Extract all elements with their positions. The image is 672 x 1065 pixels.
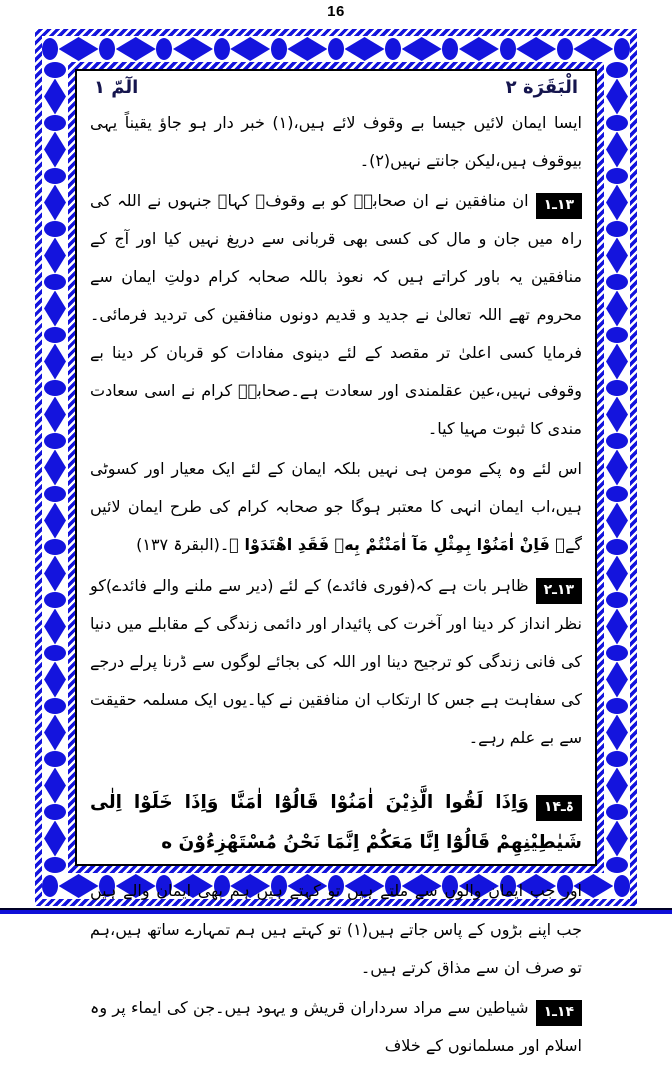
ornament-circle [606,274,628,290]
ornament-circle [606,698,628,714]
ornament-circle [99,38,115,60]
ornament-circle [44,857,66,873]
ornament-circle [271,38,287,60]
ornament-diamond [44,503,66,539]
running-header [90,73,582,104]
ornament-circle [214,38,230,60]
ornament-circle [385,38,401,60]
ornament-diamond [606,79,628,115]
juz-name-label: الٓمّ ۱ [94,77,139,98]
ornament-circle [606,115,628,131]
text-segment-urdu: ایسا ایمان لائیں جیسا بے وقوف لائے ہیں،(۱) خبر دار ہو جاؤ یقیناً یہی بیوقوف ہیں،لیکن جانتے نہیں(۲)۔ [90,112,583,170]
ornament-diamond [573,37,613,61]
ornament-circle [606,168,628,184]
ornament-band [42,36,630,1055]
ornament-circle [606,486,628,502]
ornament-circle [44,804,66,820]
ornament-diamond [606,662,628,698]
ornament-diamond [287,37,327,61]
ornament-circle [44,592,66,608]
ornament-diamond [606,503,628,539]
ornament-circle [614,38,630,60]
paragraph-translation-verse-14 [90,872,582,986]
ornament-diamond [44,79,66,115]
ornament-circle [606,62,628,78]
ornament-diamond [44,397,66,433]
ornament-row-top [42,36,630,62]
ornament-diamond [44,450,66,486]
paragraph-commentary-13-1 [90,182,582,449]
text-segment-urdu: شیاطین سے مراد سرداران قریش و یہود ہیں۔جن کی ایماء پر وہ اسلام اور مسلمانوں کے خلاف [90,997,582,1055]
text-content-area [75,69,597,1055]
ornament-diamond [230,37,270,61]
ornament-circle [42,38,58,60]
ornament-circle [156,38,172,60]
ornament-column-left [42,62,68,873]
paragraph-commentary-standard [90,450,582,564]
paragraph-translation-continued [90,104,582,180]
ornament-diamond [606,609,628,645]
ornament-circle [328,38,344,60]
ornament-diamond [516,37,556,61]
ornament-diamond [44,821,66,857]
ornament-circle [44,645,66,661]
ornament-diamond [44,662,66,698]
bottom-edge-bar [0,908,672,914]
ornament-diamond [44,238,66,274]
ornament-circle [614,875,630,897]
text-segment-urdu: اس لئے وہ پکے مومن ہی نہیں بلکہ ایمان کے لئے ایک معیار اور کسوٹی ہیں،اب ایمان انہی کا معتبر ہوگا جو صحابہ کرام کی طرح ایمان لائیں گے [90,459,583,555]
ornament-circle [44,698,66,714]
ornament-diamond [44,132,66,168]
ornament-circle [557,38,573,60]
ornament-circle [606,380,628,396]
verse-ref-badge: ۱۳ـ۱ [536,193,582,220]
ornament-circle [606,433,628,449]
ornament-diamond [402,37,442,61]
ornament-diamond [44,291,66,327]
ornament-diamond [606,821,628,857]
ornament-diamond [606,344,628,380]
ornament-diamond [59,37,99,61]
ornament-circle [44,221,66,237]
ornament-circle [44,115,66,131]
ornament-circle [606,539,628,555]
text-segment-urdu: ظاہر بات ہے کہ(فوری فائدے) کے لئے (دیر سے ملنے والے فائدے)کو نظر انداز کر دینا اور آخرت کی پائیدار اور دائمی زندگی کے مقابلے میں دنیا کی فانی زندگی کو ترجیح دینا اور اللہ کی بجائے لوگوں سے ڈرنا پرلے درجے کی سفاہت ہے جس کا ارتکاب ان منافقین نے کیا۔یوں ایک مسلمہ حقیقت سے بے علم رہے۔ [90,575,582,747]
ornament-diamond [44,185,66,221]
ornament-circle [44,62,66,78]
page-frame [35,29,637,1055]
surah-name-label: الْبَقَرَة ۲ [505,77,578,98]
page-number: 16 [327,3,345,20]
ornament-circle [606,592,628,608]
ornament-diamond [116,37,156,61]
ornament-diamond [606,715,628,751]
text-segment-urdu: ان منافقین نے ان صحابہؓ کو بے وقوفؔ کہاؔ جنہوں نے اللہ کی راہ میں جان و مال کی کسی بھی قربانی سے دریغ نہیں کیا اور آج کے منافقین یہ باور کراتے ہیں کہ نعوذ باللہ صحابہ کرام دولتِ ایمان سے محروم تھے اللہ تعالیٰ نے جدید و قدیم دونوں منافقین کی تردید فرمائی۔ فرمایا کسی اعلیٰ تر مقصد کے لئے دینوی مفادات کو قربان کر دینا بے وقوفی نہیں،عین عقلمندی اور سعادت ہے۔صحابہؓ کرام نے اسی سعادت مندی کا ثبوت مہیا کیا۔ [90,190,582,439]
ornament-circle [44,380,66,396]
verse-ref-badge: ۃـ۱۴ [536,795,582,822]
paragraph-quran-verse-14 [90,783,582,863]
ornament-diamond [606,768,628,804]
paragraph-commentary-13-2 [90,567,582,757]
ornament-diamond [44,715,66,751]
text-segment-arabic: ﴿ فَاِنْ اٰمَنُوْا بِمِثْلِ مَآ اٰمَنْتُمْ بِهٖ فَقَدِ اهْتَدَوْا ﴾ [229,535,565,555]
paragraph-commentary-14-1 [90,989,582,1065]
ornament-circle [44,168,66,184]
ornament-circle [44,274,66,290]
ornament-diamond [44,344,66,380]
verse-ref-badge: ۱۴ـ۱ [536,1000,582,1027]
ornament-circle [500,38,516,60]
text-segment-urdu: اور جب ایمان والوں سے ملتے ہیں تو کہتے ہیں ہم بھی ایمان والے ہیں جب اپنے بڑوں کے پاس جاتے ہیں(۱) تو کہتے ہیں ہم تمہارے ساتھ ہیں،ہم تو صرف ان سے مذاق کرتے ہیں۔ [90,881,583,977]
ornament-diamond [459,37,499,61]
ornament-circle [442,38,458,60]
ornament-circle [606,221,628,237]
ornament-diamond [606,291,628,327]
ornament-column-right [604,62,630,873]
ornament-diamond [606,132,628,168]
ornament-circle [42,875,58,897]
text-segment-urdu: ۔(البقرۃ ۱۳۷) [136,535,230,555]
ornament-circle [44,539,66,555]
ornament-circle [606,857,628,873]
ornament-diamond [173,37,213,61]
inner-frame [68,62,604,1055]
ornament-circle [606,645,628,661]
ornament-diamond [606,238,628,274]
ornament-circle [44,327,66,343]
ornament-circle [606,327,628,343]
ornament-diamond [606,450,628,486]
text-body [90,104,582,1065]
ornament-circle [606,751,628,767]
ornament-circle [44,433,66,449]
ornament-diamond [44,609,66,645]
text-segment-arabic: وَاِذَا لَقُوا الَّذِیْنَ اٰمَنُوْا قَالُوْٓا اٰمَنَّا وَاِذَا خَلَوْا اِلٰی شَیٰطِیْنِهِمْ قَالُوْٓا اِنَّا مَعَکُمْ اِنَّمَا نَحْنُ مُسْتَهْزِءُوْنَ ه [90,791,582,853]
ornament-diamond [606,397,628,433]
ornament-circle [44,751,66,767]
ornament-circle [44,486,66,502]
ornament-diamond [606,185,628,221]
ornament-diamond [345,37,385,61]
ornament-diamond [44,768,66,804]
verse-ref-badge: ۱۳ـ۲ [536,578,582,605]
ornament-circle [606,804,628,820]
ornament-diamond [606,556,628,592]
ornament-diamond [44,556,66,592]
